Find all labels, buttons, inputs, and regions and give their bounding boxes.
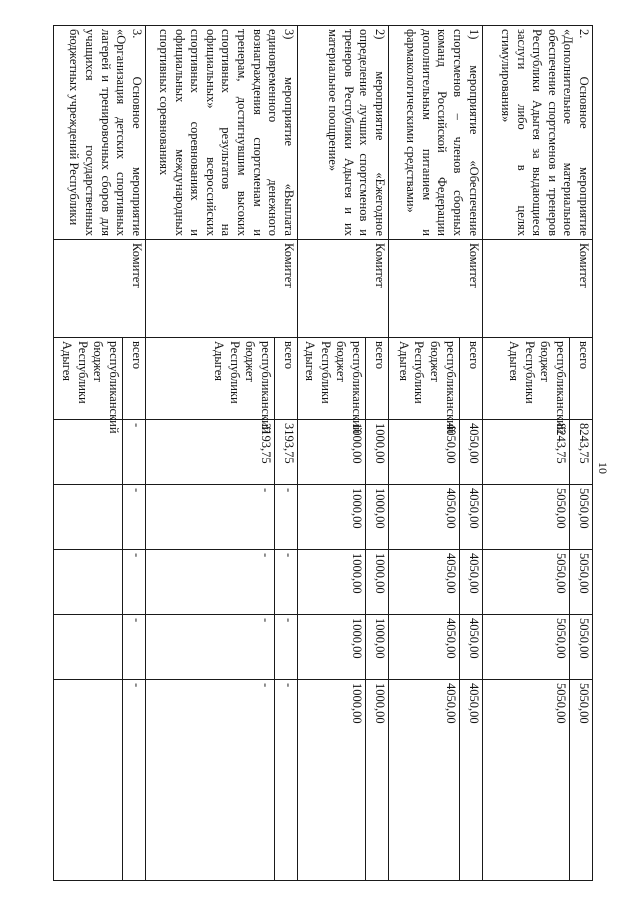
value-cell: 4050,00 — [459, 615, 482, 680]
executor: Комитет — [145, 240, 297, 338]
value-cell: - — [145, 615, 274, 680]
value-cell: 1000,00 — [365, 550, 388, 615]
funding-source: республиканский бюджет Республики Адыгея — [54, 338, 123, 420]
value-cell: - — [122, 680, 145, 881]
executor: Комитет — [54, 240, 146, 338]
value-cell: - — [122, 420, 145, 485]
value-cell: 3193,75 — [274, 420, 297, 485]
value-cell: 5050,00 — [482, 680, 570, 881]
value-cell: 8243,75 — [570, 420, 593, 485]
table-row — [274, 26, 297, 881]
funding-source: республиканский бюджет Республики Адыгея — [297, 338, 365, 420]
table-row — [122, 26, 145, 881]
value-cell: 5050,00 — [570, 680, 593, 881]
value-cell: - — [274, 615, 297, 680]
funding-source: всего — [365, 338, 388, 420]
value-cell: 1000,00 — [297, 550, 365, 615]
funding-source: всего — [122, 338, 145, 420]
value-cell: 5050,00 — [482, 485, 570, 550]
value-cell: - — [274, 550, 297, 615]
value-cell: - — [274, 680, 297, 881]
value-cell — [54, 680, 123, 881]
measure-name: 1) мероприятие «Обеспечение спортсменов – членов сборных команд Российской Федерации дополнительным питанием и фармакологическими средствами» — [388, 26, 482, 240]
budget-table — [53, 25, 593, 881]
value-cell: 4050,00 — [388, 680, 459, 881]
value-cell: 5050,00 — [570, 485, 593, 550]
value-cell — [54, 615, 123, 680]
funding-source: республиканский бюджет Республики Адыгея — [482, 338, 570, 420]
value-cell: - — [122, 615, 145, 680]
value-cell: 1000,00 — [297, 680, 365, 881]
value-cell — [54, 550, 123, 615]
funding-source: республиканский бюджет Республики Адыгея — [145, 338, 274, 420]
table-row — [365, 26, 388, 881]
value-cell: 5050,00 — [482, 615, 570, 680]
value-cell: - — [145, 680, 274, 881]
value-cell: 4050,00 — [459, 485, 482, 550]
rotated-page — [53, 25, 593, 880]
value-cell: 1000,00 — [365, 680, 388, 881]
value-cell — [54, 485, 123, 550]
table-row — [570, 26, 593, 881]
value-cell: 1000,00 — [297, 615, 365, 680]
funding-source: всего — [274, 338, 297, 420]
executor: Комитет — [482, 240, 592, 338]
value-cell: - — [122, 485, 145, 550]
value-cell: - — [274, 485, 297, 550]
measure-name: 2) мероприятие «Ежегодное определение лучших спортсменов и тренеров Республики Адыгея и их материальное поощрение» — [297, 26, 388, 240]
value-cell: 1000,00 — [365, 485, 388, 550]
value-cell: 1000,00 — [365, 615, 388, 680]
value-cell: 4050,00 — [388, 550, 459, 615]
value-cell: - — [145, 550, 274, 615]
funding-source: всего — [459, 338, 482, 420]
funding-source: республиканский бюджет Республики Адыгея — [388, 338, 459, 420]
funding-source: всего — [570, 338, 593, 420]
value-cell: 5050,00 — [570, 615, 593, 680]
value-cell: 3193,75 — [145, 420, 274, 485]
value-cell: 1000,00 — [365, 420, 388, 485]
value-cell: 5050,00 — [482, 550, 570, 615]
value-cell: - — [122, 550, 145, 615]
value-cell: 5050,00 — [570, 550, 593, 615]
table-row — [459, 26, 482, 881]
value-cell: 4050,00 — [388, 485, 459, 550]
value-cell: 4050,00 — [388, 615, 459, 680]
page-number: 10 — [596, 462, 610, 474]
value-cell: 4050,00 — [459, 550, 482, 615]
value-cell: 1000,00 — [297, 420, 365, 485]
executor: Комитет — [297, 240, 388, 338]
measure-name: 2. Основное мероприятие «Дополнительное материальное обеспечение спортсменов и тренеров Республики Адыгея за выдающиеся заслуги либо в целях стимулирования» — [482, 26, 592, 240]
measure-name: 3. Основное мероприятие «Организация детских спортивных лагерей и тренировочных сборов для учащихся государственных бюджетных учреждений Республики — [54, 26, 146, 240]
value-cell: - — [145, 485, 274, 550]
value-cell: 4050,00 — [388, 420, 459, 485]
value-cell: 1000,00 — [297, 485, 365, 550]
value-cell: 4050,00 — [459, 680, 482, 881]
measure-name: 3) мероприятие «Выплата единовременного денежного вознаграждения спортсменам и тренерам, достигнувшим высоких спортивных результатов на официальных» всероссийских спортивных соревнованиях и официальных международных спортивных соревнованиях — [145, 26, 297, 240]
executor: Комитет — [388, 240, 482, 338]
value-cell: 4050,00 — [459, 420, 482, 485]
value-cell: 8243,75 — [482, 420, 570, 485]
